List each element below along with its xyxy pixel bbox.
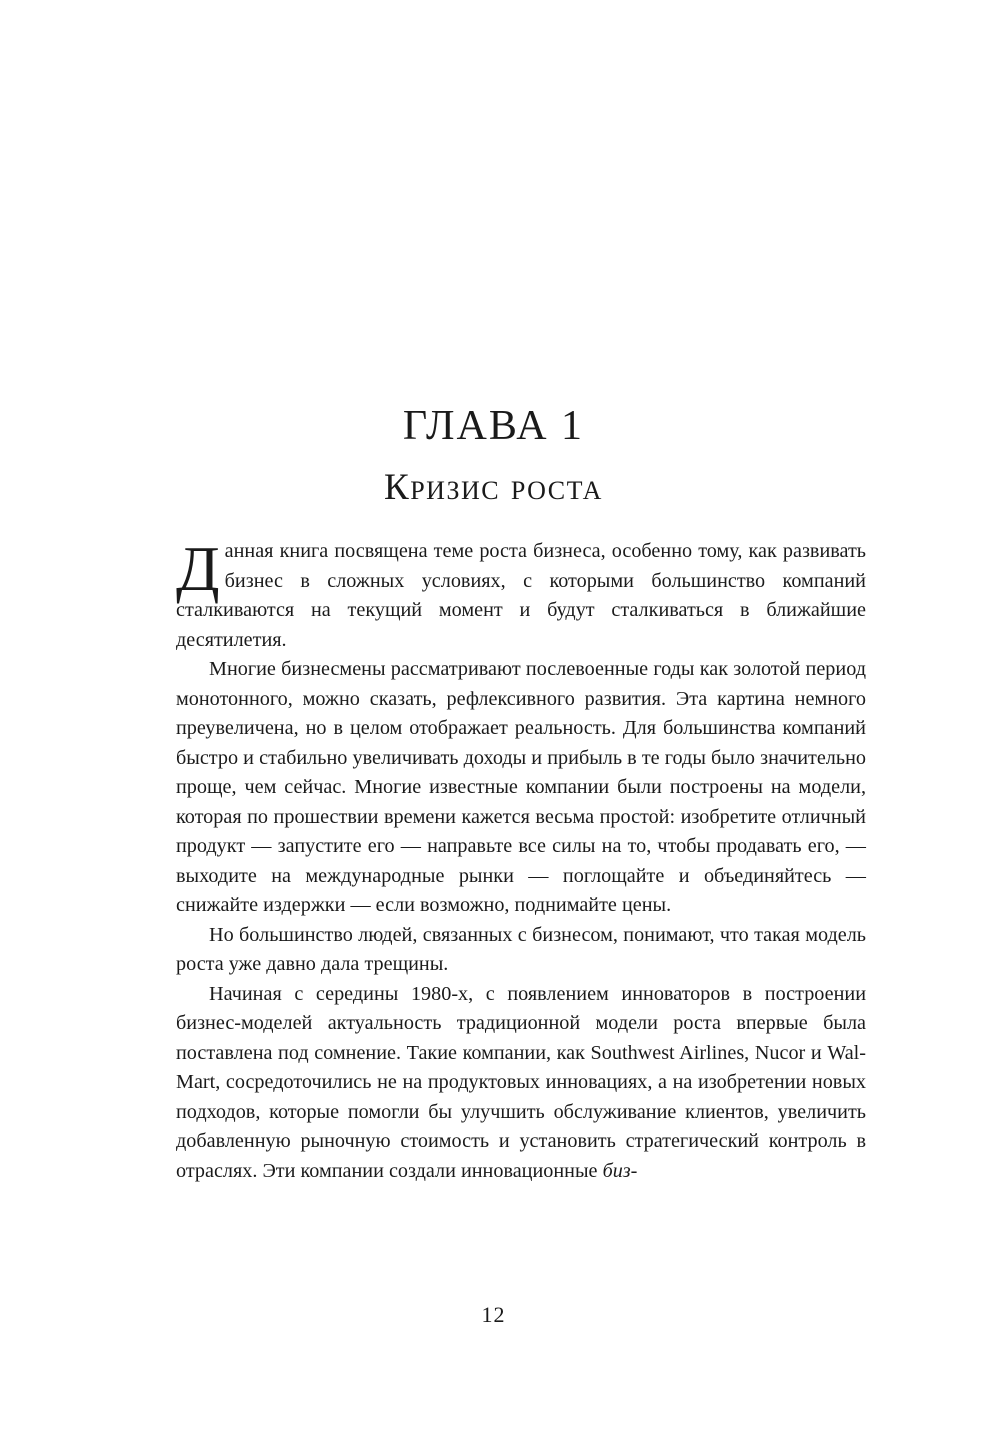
paragraph-3 xyxy=(176,921,866,980)
paragraph-2 xyxy=(176,655,866,921)
chapter-title: Кризис роста xyxy=(384,467,603,508)
drop-cap: Д xyxy=(176,533,220,604)
chapter-body xyxy=(176,533,866,1186)
page-number: 12 xyxy=(481,1302,506,1327)
paragraph-text: Многие бизнесмены рассматривают послевоенные годы как золотой период монотонного, можно сказать, рефлексивного развития. Эта картина немного преувеличена, но в целом отображает реальность. Для большинства компаний быстро и стабильно увеличивать доходы и прибыль в те годы было значительно проще, чем сейчас. Многие известные компании были построены на модели, которая по прошествии времени кажется весьма простой: изобретите отличный продукт — запустите его — направьте все силы на то, чтобы продавать его, — выходите на международные рынки — поглощайте и объединяйтесь — снижайте издержки — если возможно, поднимайте цены. xyxy=(176,658,866,916)
paragraph-text: анная книга посвящена теме роста бизнеса, особенно тому, как развивать бизнес в сложных условиях, с которыми большинство компаний сталкиваются на текущий момент и будут сталкиваться в ближайшие десятилетия. xyxy=(176,540,866,651)
paragraph-1 xyxy=(176,533,866,655)
paragraph-text: Но большинство людей, связанных с бизнесом, понимают, что такая модель роста уже давно дала трещины. xyxy=(176,923,866,975)
italic-word: биз- xyxy=(602,1159,638,1182)
chapter-heading: ГЛАВА 1 xyxy=(402,403,585,449)
paragraph-text: Начиная с середины 1980-х, с появлением инноваторов в построении бизнес-моделей актуальность традиционной модели роста впервые была поставлена под сомнение. Такие компании, как Southwest Airlines, Nucor и Wal-Mart, сосредоточились не на продуктовых инновациях, а на изобретении новых подходов, которые помогли бы улучшить обслуживание клиентов, увеличить добавленную рыночную стоимость и установить стратегический контроль в отраслях. Эти компании создали инновационные xyxy=(176,982,866,1182)
paragraph-4 xyxy=(176,980,866,1187)
